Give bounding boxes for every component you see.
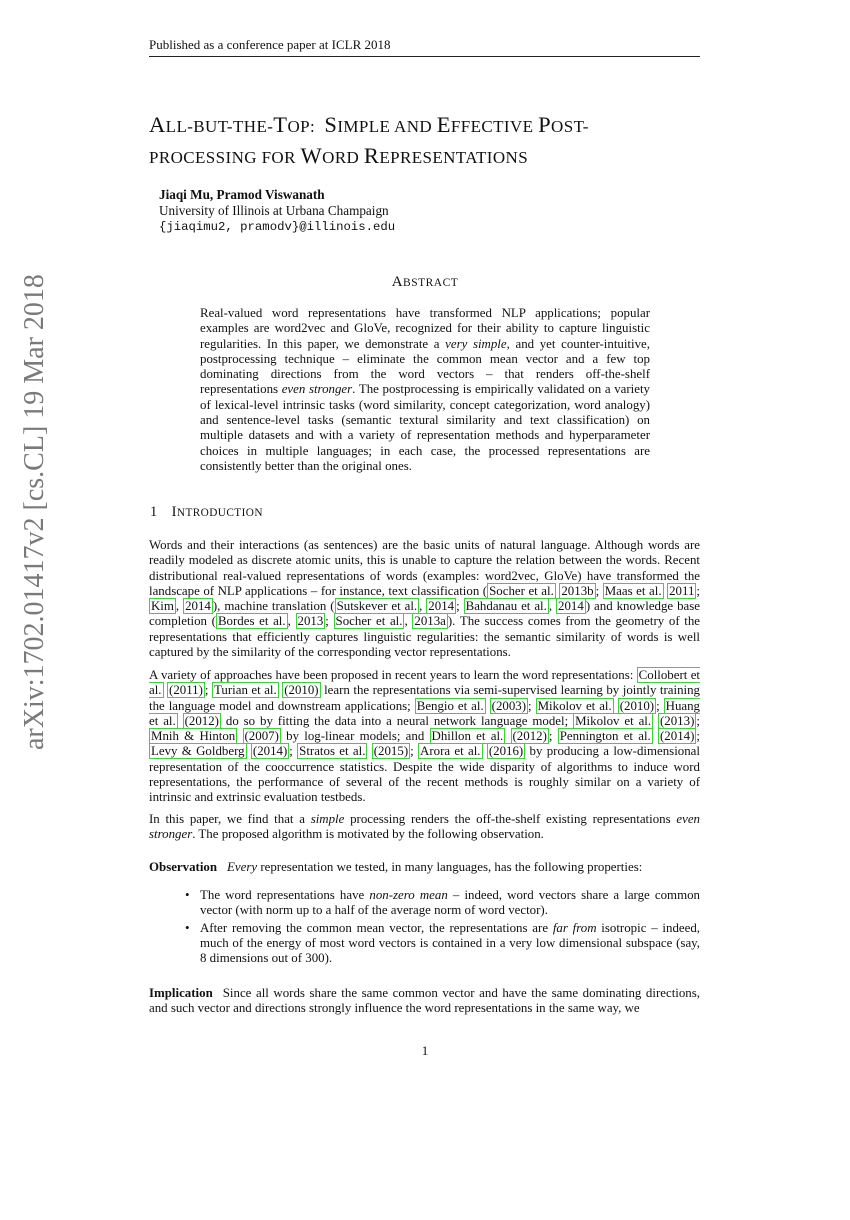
citation-year-link[interactable]: (2016) <box>488 744 524 759</box>
bullet-icon: • <box>185 920 190 935</box>
citation-link[interactable]: Arora et al. <box>420 744 481 759</box>
author-email[interactable]: {jiaqimu2, pramodv}@illinois.edu <box>159 220 396 234</box>
citation-year-link[interactable]: 2013a <box>414 614 446 629</box>
observation-label: Observation <box>149 860 218 874</box>
citation-link[interactable]: Socher et al. <box>489 583 554 598</box>
list-item: • The word representations have non-zero mean – indeed, word vectors share a large common vector (with norm up to a half of the average norm of word vector). <box>185 888 700 918</box>
citation-year-link[interactable]: (2012) <box>512 729 547 744</box>
citation-year-link[interactable]: (2012) <box>184 713 219 728</box>
citation-link[interactable]: Levy & Goldberg <box>151 744 245 759</box>
observation-paragraph: Observation Every representation we tested, in many languages, has the following properties: <box>149 860 643 874</box>
citation-year-link[interactable]: 2011 <box>669 583 695 598</box>
author-names: Jiaqi Mu, Pramod Viswanath <box>159 187 325 202</box>
citation-link[interactable]: Bengio et al. <box>416 698 484 713</box>
citation-year-link[interactable]: (2014) <box>252 744 288 759</box>
citation-link[interactable]: Sutskever et al. <box>336 599 418 614</box>
citation-link[interactable]: Dhillon et al. <box>431 729 504 744</box>
citation-year-link[interactable]: 2014 <box>558 599 584 614</box>
running-header: Published as a conference paper at ICLR 2018 <box>149 37 700 57</box>
citation-year-link[interactable]: (2010) <box>619 698 655 713</box>
citation-year-link[interactable]: 2014 <box>185 599 211 614</box>
citation-year-link[interactable]: (2011) <box>169 683 203 698</box>
citation-link[interactable]: Mnih & Hinton <box>151 729 236 744</box>
citation-year-link[interactable]: 2014 <box>428 599 455 614</box>
citation-year-link[interactable]: (2010) <box>284 683 319 698</box>
intro-paragraph-3: In this paper, we find that a simple processing renders the off-the-shelf existing representations even stronger. The proposed algorithm is motivated by the following observation. <box>149 812 700 842</box>
bullet-icon: • <box>185 888 190 902</box>
citation-year-link[interactable]: (2014) <box>660 729 695 744</box>
author-affiliation: University of Illinois at Urbana Champaign <box>159 203 389 218</box>
citation-link[interactable]: Collobert et al. <box>149 668 701 698</box>
intro-paragraph-1: Words and their interactions (as sentences) are the basic units of natural language. Although words are readily modeled as discrete atomic units, this is unable to capture the relation between the words. Recent distributional real-valued representations of words (examples: word2vec, GloVe) have transformed the landscape of NLP applications – for instance, text classification ( Socher et al. 2013b ; Maas et al. 2011 ; Kim , 2014 ), machine translation ( Sutskever et al. , 2014 ; Bahdanau et al. , 2014 ) and knowledge base completion ( Bordes et al. , 2013 ; Socher et al. , 2013a ). The success comes from the geometry of the representations that efficiently captures linguistic regularities: the semantic similarity of words is well captured by the similarity of the corresponding vector representations. <box>149 538 701 660</box>
paper-title: ALL-BUT-THE-TOP: SIMPLE AND EFFECTIVE POST- PROCESSING FOR WORD REPRESENTATIONS <box>149 112 589 168</box>
arxiv-sidebar <box>19 274 50 1220</box>
observation-list <box>185 888 700 968</box>
implication-paragraph: Implication Since all words share the same common vector and have the same dominating directions, and such vector and directions strongly influence the word representations in the same way, we <box>149 986 700 1016</box>
intro-paragraph-2: A variety of approaches have been proposed in recent years to learn the word representations: Collobert et al. (2011) ; Turian et al. (2010) learn the representations via semi-supervised learning by jointly training the language model and downstream applications; Bengio et al. (2003) ; Mikolov et al. (2010) ; Huang et al. (2012) do so by fitting the data into a neural network language model; Mikolov et al. (2013) ; Mnih & Hinton (2007) by log-linear models; and Dhillon et al. (2012) ; Pennington et al. (2014) ; Levy & Goldberg (2014) ; Stratos et al. (2015) ; Arora et al. (2016) by producing a low-dimensional representation of the cooccurrence statistics. Despite the wide disparity of algorithms to induce word representations, the performance of several of the recent methods is roughly similar on a variety of intrinsic and extrinsic evaluation testbeds. <box>149 668 701 805</box>
citation-link[interactable]: Mikolov et al. <box>575 713 652 728</box>
section-heading-introduction: 1 INTRODUCTION <box>150 504 263 520</box>
citation-link[interactable]: Huang et al. <box>149 698 701 728</box>
citation-link[interactable]: Pennington et al. <box>559 729 651 744</box>
list-item: • After removing the common mean vector, the representations are far from isotropic – indeed, much of the energy of most word vectors is contained in a very low dimensional subspace (say, 8 dimensions out of 300). <box>185 920 701 966</box>
citation-link[interactable]: Socher et al. <box>335 614 403 629</box>
page-number: 1 <box>421 1043 429 1058</box>
citation-year-link[interactable]: 2013 <box>297 614 324 629</box>
abstract-heading: ABSTRACT <box>391 274 459 290</box>
citation-link[interactable]: Bordes et al. <box>217 614 286 629</box>
citation-link[interactable]: Mikolov et al. <box>537 698 612 713</box>
citation-link[interactable]: Turian et al. <box>214 683 277 698</box>
citation-year-link[interactable]: 2013b <box>561 583 594 598</box>
citation-year-link[interactable]: (2013) <box>660 713 695 728</box>
citation-link[interactable]: Kim <box>151 599 174 614</box>
arxiv-identifier[interactable]: arXiv:1702.01417v2 [cs.CL] 19 Mar 2018 <box>19 274 50 750</box>
citation-link[interactable]: Maas et al. <box>604 583 662 598</box>
citation-year-link[interactable]: (2015) <box>373 744 409 759</box>
implication-label: Implication <box>149 986 213 1000</box>
author-block <box>159 187 395 235</box>
citation-link[interactable]: Bahdanau et al. <box>465 599 547 614</box>
citation-link[interactable]: Stratos et al. <box>299 744 366 759</box>
citation-year-link[interactable]: (2007) <box>244 729 279 744</box>
citation-year-link[interactable]: (2003) <box>491 698 527 713</box>
abstract-body: Real-valued word representations have transformed NLP applications; popular examples are word2vec and GloVe, recognized for their ability to capture linguistic regularities. In this paper, we demonstrate a very simple, and yet counter-intuitive, postprocessing technique – eliminate the common mean vector and a few top dominating directions from the word vectors – that renders off-the-shelf representations even stronger. The postprocessing is empirically validated on a variety of lexical-level intrinsic tasks (word similarity, concept categorization, word analogy) and sentence-level tasks (semantic textural similarity and text classification) on multiple datasets and with a variety of representation methods and hyperparameter choices in multiple languages; in each case, the processed representations are consistently better than the original ones. <box>200 306 650 473</box>
